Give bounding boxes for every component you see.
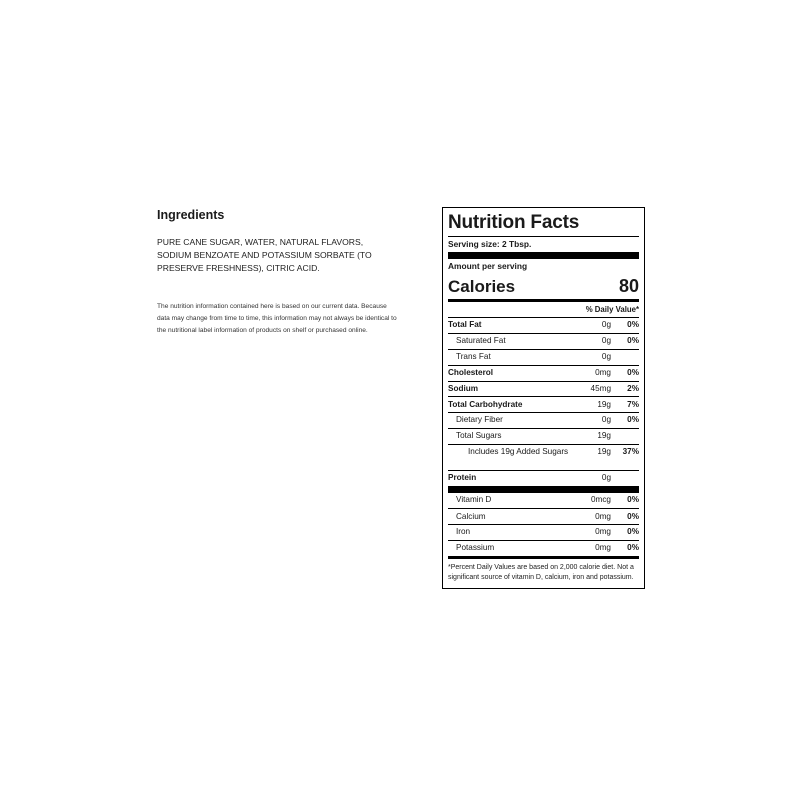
vitamin-dv: 0%	[627, 495, 639, 505]
nutrient-label: Trans Fat	[456, 351, 491, 361]
nutrient-amount: 0g	[601, 351, 611, 361]
nutrient-label: Sodium	[448, 383, 479, 393]
vitamin-amount: 0mg	[595, 527, 611, 537]
nutrient-dv: 2%	[627, 383, 639, 393]
nutrient-dv: 0%	[627, 320, 639, 330]
nutrient-row	[448, 470, 639, 486]
vitamin-amount: 0mg	[595, 511, 611, 521]
nutrition-disclaimer: The nutrition information contained here is based on our current data. Because data may change from time to time, this information may not always be identical to the nutritional label information of products on shelf or purchased online.	[157, 303, 397, 335]
serving-size: Serving size: 2 Tbsp.	[448, 239, 532, 249]
nutrient-amount: 45mg	[590, 383, 611, 393]
nutrient-dv: 0%	[627, 367, 639, 377]
vitamin-label: Iron	[456, 527, 471, 537]
nutrient-label: Total Fat	[448, 320, 482, 330]
nutrient-dv: 0%	[627, 415, 639, 425]
nutrient-label: Includes 19g Added Sugars	[468, 447, 569, 457]
calories-value: 80	[618, 276, 639, 296]
nutrient-label: Saturated Fat	[456, 336, 506, 346]
nutrient-amount: 19g	[597, 399, 611, 409]
nutrient-label: Dietary Fiber	[456, 415, 503, 425]
vitamin-row	[448, 508, 639, 524]
vitamin-dv: 0%	[627, 511, 639, 521]
ingredients-section	[157, 208, 397, 338]
ingredients-text: PURE CANE SUGAR, WATER, NATURAL FLAVORS, SODIUM BENZOATE AND POTASSIUM SORBATE (TO PRESERVE FRESHNESS), CITRIC ACID.	[157, 237, 372, 273]
nutrient-label: Total Carbohydrate	[448, 399, 523, 409]
nutrient-dv: 0%	[627, 336, 639, 346]
nutrition-facts-title: Nutrition Facts	[448, 212, 580, 233]
amount-per-serving: Amount per serving	[448, 261, 528, 271]
nutrient-dv: 7%	[627, 399, 639, 409]
nutrient-amount: 0g	[601, 336, 611, 346]
vitamin-label: Potassium	[456, 543, 495, 553]
vitamin-row	[448, 540, 639, 556]
nutrient-amount: 0g	[601, 320, 611, 330]
nutrient-label: Total Sugars	[456, 431, 502, 441]
vitamin-row	[448, 493, 639, 509]
vitamin-dv: 0%	[627, 543, 639, 553]
nutrient-amount: 0mg	[595, 367, 611, 377]
nutrient-row	[448, 428, 639, 444]
vitamin-label: Vitamin D	[456, 495, 492, 505]
vitamin-amount: 0mcg	[590, 495, 611, 505]
vitamin-label: Calcium	[456, 511, 486, 521]
ingredients-title: Ingredients	[157, 208, 225, 222]
nutrient-amount: 0g	[601, 415, 611, 425]
nutrient-label: Protein	[448, 473, 477, 483]
daily-value-header: % Daily Value*	[585, 305, 639, 314]
vitamin-row	[448, 524, 639, 540]
nutrient-row	[448, 349, 639, 365]
nutrient-row	[448, 333, 639, 349]
nutrient-label: Cholesterol	[448, 367, 494, 377]
nutrient-amount: 19g	[597, 447, 611, 457]
nutrient-row	[448, 396, 639, 412]
nutrient-row	[448, 444, 639, 470]
nutrient-row	[448, 365, 639, 381]
nutrient-amount: 0g	[601, 473, 611, 483]
vitamin-amount: 0mg	[595, 543, 611, 553]
nutrient-dv: 37%	[622, 447, 639, 457]
nutrient-amount: 19g	[597, 431, 611, 441]
nutrient-row	[448, 317, 639, 333]
vitamin-dv: 0%	[627, 527, 639, 537]
calories-row	[448, 274, 639, 299]
nutrient-row	[448, 381, 639, 397]
nutrient-row	[448, 412, 639, 428]
nutrition-facts-panel	[442, 207, 645, 589]
daily-value-footnote: *Percent Daily Values are based on 2,000 calorie diet. Not a significant source of vitamin D, calcium, iron and potassium.	[448, 564, 634, 582]
calories-label: Calories	[448, 277, 516, 296]
